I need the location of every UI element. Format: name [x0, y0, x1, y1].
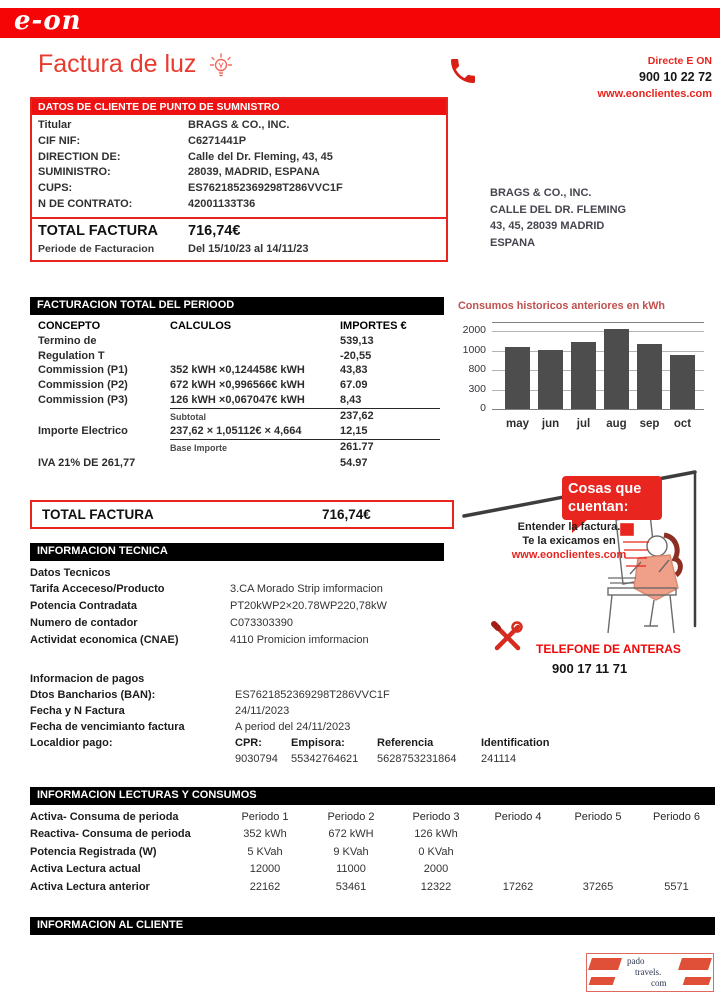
customer-rows [32, 115, 446, 217]
locator-cpr-value: 9030794 [235, 753, 278, 765]
chart-xtick: oct [673, 418, 692, 430]
field-value: 28039, MADRID, ESPANA [188, 166, 320, 179]
billing-concepto: IVA 21% DE 261,77 [38, 456, 136, 469]
customer-field-row [38, 197, 440, 213]
client-info-section [30, 917, 715, 935]
chart-ytick: 300 [468, 382, 486, 395]
customer-field-row [38, 181, 440, 197]
speech-bubble [562, 476, 662, 520]
chart-bar-sep [637, 344, 662, 409]
payments-title: Informacion de pagos [30, 673, 145, 685]
reading-p4 [478, 861, 558, 879]
col-concepto: CONCEPTO [38, 320, 101, 332]
chart-ytick: 800 [468, 363, 486, 375]
reading-p2: 9 KVah [333, 845, 369, 858]
reading-p3: 126 kWh [414, 828, 458, 840]
readings-row [30, 861, 715, 879]
mailing-address [490, 185, 626, 251]
consumption-chart [458, 300, 716, 435]
watermark-line: pado [627, 956, 645, 966]
reading-p6 [638, 843, 715, 861]
billing-concepto: Commission (P3) [38, 393, 128, 406]
promo-line1: Entender la factura. [517, 521, 621, 533]
readings-row-label: Activa Lectura anterior [30, 880, 150, 893]
contact-label: Directe E ON [647, 55, 712, 67]
chart-bar-aug [604, 329, 629, 409]
locator-cpr-label: CPR: [235, 737, 262, 749]
field-label: Fecha de vencimianto factura [30, 721, 185, 733]
billing-calculos: 126 kWH ×0,067047€ kWH [170, 393, 305, 406]
technical-row [30, 615, 444, 632]
col-calculos: CALCULOS [170, 320, 232, 332]
chart-xtick: jul [576, 418, 591, 430]
chart-ytick: 2000 [462, 324, 486, 336]
billing-importes: 8,43 [340, 393, 362, 406]
readings-row-label: Reactiva- Consuma de perioda [30, 828, 191, 840]
field-label: Numero de contador [30, 617, 138, 629]
tools-icon [488, 618, 526, 656]
periodo-1: Periodo 1 [241, 810, 289, 823]
watermark-bar [678, 958, 712, 970]
watermark-line: com [651, 978, 667, 988]
field-label: Tarifa Acceceso/Producto [30, 583, 165, 595]
customer-field-row [38, 165, 440, 181]
contact-website: www.eonclientes.com [597, 88, 712, 100]
billing-row [30, 424, 444, 439]
watermark-bar [683, 977, 712, 985]
chart-gridline [492, 331, 704, 332]
billing-header: FACTURACION TOTAL DEL PERIOOD [30, 297, 444, 315]
billing-importes: 43,83 [340, 364, 368, 377]
eon-logo: e-on [14, 6, 82, 36]
field-value: C073303390 [230, 617, 294, 629]
billing-calculos: Base Importe [170, 439, 340, 456]
billing-total-box [30, 500, 454, 529]
customer-field-row [38, 150, 440, 166]
reading-p5: 37265 [582, 880, 614, 893]
technical-rows [30, 581, 444, 649]
field-value: BRAGS & CO., INC. [188, 119, 290, 131]
technical-row [30, 598, 444, 615]
billing-importes: 12,15 [340, 425, 368, 438]
reading-p5 [558, 843, 638, 861]
support-label: TELEFONE DE ANTERAS [536, 642, 681, 656]
payments-section [30, 667, 550, 767]
reading-p6: 5571 [664, 880, 689, 893]
billing-column-headers [30, 319, 444, 334]
reading-p1: 352 kWh [243, 828, 287, 840]
payments-row [30, 719, 520, 735]
payments-row [30, 687, 520, 703]
billing-row [30, 408, 444, 425]
readings-first-label: Activa- Consuma de perioda [30, 810, 179, 823]
field-value: 4110 Promicion imformacion [230, 634, 369, 646]
reading-p1: 12000 [249, 863, 281, 875]
payment-locator-headers [30, 735, 550, 751]
field-value: ES7621852369298T286VVC1F [235, 689, 390, 701]
technical-row [30, 632, 444, 649]
customer-field-row [38, 134, 440, 150]
reading-p4 [478, 843, 558, 861]
reading-p1: 5 KVah [247, 845, 283, 858]
billing-total-label: TOTAL FACTURA [42, 507, 154, 522]
customer-total-section [32, 217, 446, 260]
address-line: ESPANA [490, 236, 536, 249]
bubble-line2: cuentan: [568, 499, 629, 515]
chart-y-axis [458, 322, 488, 414]
support-phone: 900 17 11 71 [552, 661, 628, 676]
promo-website: www.eonclientes.com [511, 549, 627, 561]
brand-bar [0, 8, 720, 38]
chart-xtick: may [505, 418, 530, 430]
billing-section [30, 297, 444, 470]
client-info-header: INFORMACION AL CLIENTE [30, 917, 715, 935]
promo-block [458, 458, 716, 640]
locator-referencia-value: 5628753231864 [377, 753, 457, 765]
periodo-4: Periodo 4 [494, 810, 542, 823]
reading-p3: 12322 [420, 880, 452, 893]
field-value: 42001133T36 [188, 197, 256, 210]
field-label: Titular [38, 119, 72, 131]
locator-identification-label: Identification [481, 737, 550, 749]
billing-importes: 539,13 [340, 335, 374, 347]
field-value: 3.CA Morado Strip imformacion [230, 583, 383, 595]
address-line: CALLE DEL DR. FLEMING [490, 203, 627, 216]
watermark-text [623, 956, 681, 989]
locator-empisora-label: Empisora: [291, 737, 345, 749]
page-title: Factura de luz [38, 50, 197, 78]
reading-p3: 2000 [423, 863, 449, 875]
customer-box-header: DATOS DE CLIENTE DE PUNTO DE SUMNISTRO [32, 99, 446, 115]
field-label: CIF NIF: [38, 134, 81, 147]
field-label: Actividat economica (CNAE) [30, 634, 179, 646]
readings-period-row [30, 808, 715, 826]
readings-row [30, 878, 715, 896]
billing-calculos [170, 334, 340, 349]
field-label: Potencia Contradata [30, 600, 137, 612]
locator-identification-value: 241114 [481, 753, 517, 765]
chart-xtick: jun [541, 418, 560, 430]
payments-row [30, 703, 520, 719]
billing-calculos: 237,62 × 1,05112€ × 4,664 [170, 425, 302, 438]
field-value: A period del 24/11/2023 [235, 721, 351, 733]
locator-referencia-label: Referencia [377, 737, 434, 749]
billing-calculos: 352 kWH ×0,124458€ kWH [170, 364, 305, 377]
readings-section [30, 787, 715, 896]
field-value: PT20kWP2×20.78WP220,78kW [230, 600, 387, 612]
billing-importes: 237,62 [340, 408, 440, 425]
billing-importes: 54.97 [340, 456, 368, 469]
customer-data-box [30, 97, 448, 262]
billing-calculos [170, 456, 340, 471]
billing-concepto: Regulation T [38, 349, 105, 362]
field-value: C6271441P [188, 134, 247, 147]
billing-row [30, 456, 444, 471]
contact-block [530, 55, 712, 100]
chart-title: Consumos historicos anteriores en kWh [458, 300, 665, 312]
field-label: DIRECTION DE: [38, 150, 121, 163]
reading-p2: 53461 [335, 880, 367, 893]
col-importes: IMPORTES € [340, 320, 407, 332]
periodo-6: Periodo 6 [652, 810, 701, 823]
watermark-bar [589, 977, 616, 985]
total-factura-value: 716,74€ [188, 222, 241, 239]
readings-rows [30, 826, 715, 896]
lightbulb-icon [208, 52, 234, 85]
reading-p6 [638, 861, 715, 879]
field-label: Dtos Bancharios (BAN): [30, 689, 156, 701]
billing-concepto: Commission (P2) [38, 379, 128, 392]
support-block [488, 618, 718, 678]
address-line: 43, 45, 28039 MADRID [490, 220, 605, 232]
chart-plot-area [492, 322, 704, 415]
periodo-2: Periodo 2 [327, 810, 375, 823]
billing-row [30, 393, 444, 408]
readings-header: INFORMACION LECTURAS Y CONSUMOS [30, 787, 715, 805]
promo-line2: Te la exicamos en [522, 535, 616, 547]
watermark-line: travels. [635, 967, 662, 977]
reading-p2: 11000 [336, 863, 366, 875]
billing-total-value: 716,74€ [322, 507, 371, 522]
chart-ytick: 1000 [462, 343, 486, 356]
field-label: N DE CONTRATO: [38, 197, 133, 210]
address-line: BRAGS & CO., INC. [490, 187, 592, 199]
payment-locator-values [30, 751, 520, 767]
field-value: Calle del Dr. Fleming, 43, 45 [188, 150, 333, 163]
billing-concepto: Commission (P1) [38, 364, 128, 377]
chart-ytick: 0 [480, 402, 486, 414]
field-label: SUMINISTRO: [38, 166, 111, 179]
chart-xtick: aug [606, 418, 627, 430]
field-label: Fecha y N Factura [30, 705, 125, 717]
billing-concepto [38, 439, 170, 456]
billing-row [30, 334, 444, 349]
chart-xtick: sep [639, 418, 660, 430]
periodo-3: Periodo 3 [412, 810, 460, 823]
technical-subheader: Datos Tecnicos [30, 567, 111, 579]
chart-x-axis [492, 418, 704, 432]
billing-importes: -20,55 [340, 349, 372, 362]
reading-p4: 17262 [502, 880, 534, 893]
billing-row [30, 378, 444, 393]
contact-phone: 900 10 22 72 [639, 70, 712, 84]
locator-empisora-value: 55342764621 [291, 753, 359, 765]
technical-row [30, 581, 444, 598]
watermark-logo [586, 953, 714, 992]
chart-bar-jul [571, 342, 596, 409]
reading-p5 [558, 826, 638, 844]
total-factura-label: TOTAL FACTURA [38, 222, 159, 239]
reading-p1: 22162 [249, 880, 281, 893]
reading-p3: 0 KVah [418, 845, 454, 858]
readings-row [30, 826, 715, 844]
reading-p2: 672 kWH [328, 828, 374, 840]
readings-row [30, 843, 715, 861]
chart-bar-jun [538, 350, 563, 409]
billing-concepto: Termino de [38, 335, 97, 347]
billing-calculos: Subtotal [170, 408, 340, 425]
billing-calculos [170, 349, 340, 364]
readings-row-label: Potencia Registrada (W) [30, 845, 157, 858]
bubble-line1: Cosas que [568, 481, 642, 497]
payments-rows [30, 687, 520, 735]
billing-concepto [38, 408, 170, 425]
chart-gridline [492, 409, 704, 410]
readings-row-label: Activa Lectura actual [30, 863, 141, 875]
customer-field-row [38, 118, 440, 134]
billing-calculos: 672 kWH ×0,996566€ kWH [170, 379, 305, 392]
billing-period-value: Del 15/10/23 al 14/11/23 [188, 242, 309, 255]
chart-bar-oct [670, 355, 695, 409]
reading-p4 [478, 826, 558, 844]
billing-period-label: Periode de Facturacion [38, 242, 155, 255]
billing-row [30, 349, 444, 364]
billing-importes: 261.77 [340, 439, 440, 456]
locator-label: Localdior pago: [30, 737, 113, 749]
billing-row [30, 363, 444, 378]
technical-header: INFORMACION TECNICA [30, 543, 444, 561]
technical-section [30, 543, 444, 649]
reading-p5 [558, 861, 638, 879]
field-value: ES7621852369298T286VVC1F [188, 182, 343, 195]
billing-rows [30, 334, 444, 470]
billing-concepto: Importe Electrico [38, 425, 128, 438]
periodo-5: Periodo 5 [574, 810, 622, 823]
watermark-bar [588, 958, 622, 970]
chart-bar-may [505, 347, 530, 409]
field-value: 24/11/2023 [235, 705, 290, 717]
billing-row [30, 439, 444, 456]
billing-importes: 67.09 [340, 379, 368, 392]
promo-text [496, 520, 642, 562]
phone-icon [447, 55, 479, 92]
field-label: CUPS: [38, 182, 73, 195]
reading-p6 [638, 826, 715, 844]
